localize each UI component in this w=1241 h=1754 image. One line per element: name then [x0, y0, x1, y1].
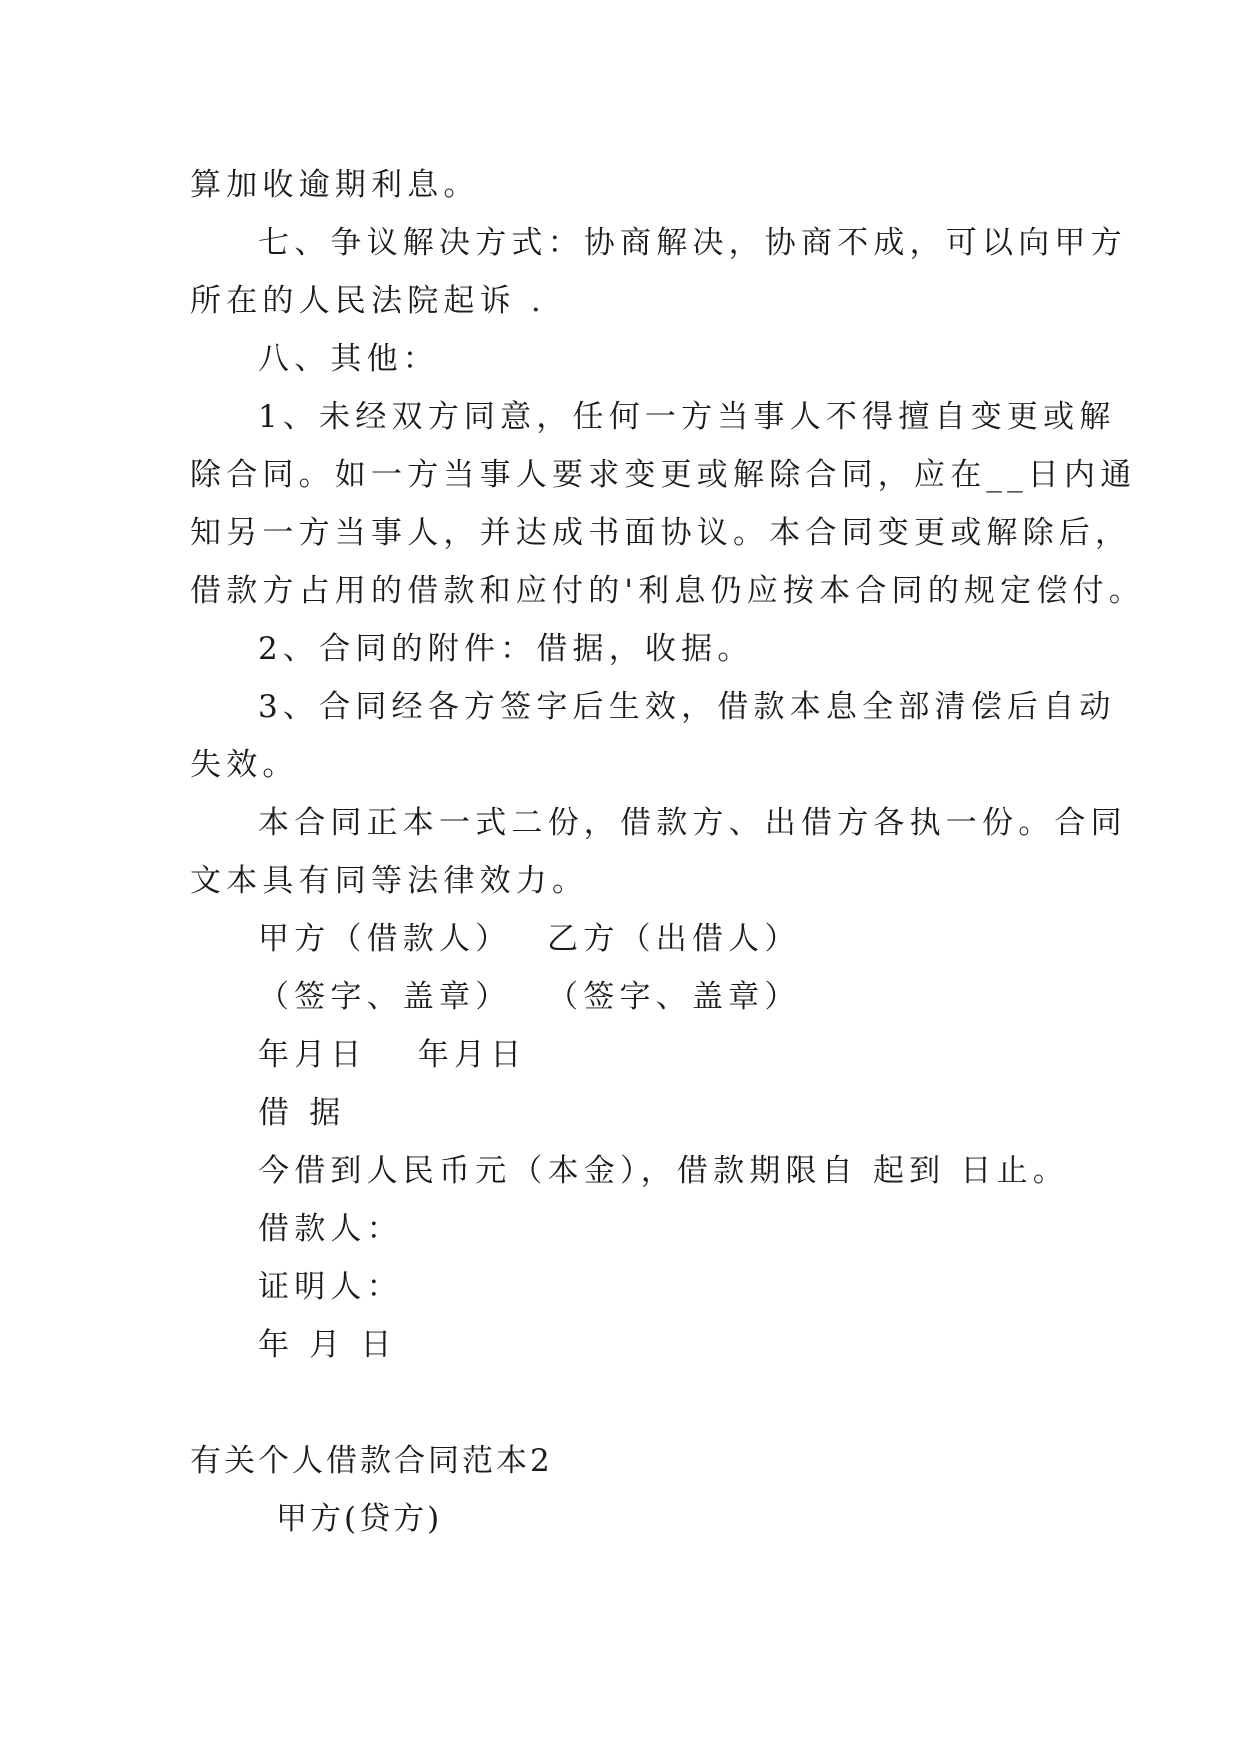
text-line: 七、争议解决方式：协商解决，协商不成，可以向甲方	[258, 225, 1127, 261]
signature-party-labels: 甲方（借款人） 乙方（出借人）	[258, 921, 801, 957]
text-line: 算加收逾期利息。	[190, 167, 480, 203]
text-line: 八、其他：	[258, 341, 439, 377]
text-line: 除合同。如一方当事人要求变更或解除合同，应在__日内通	[190, 457, 1137, 493]
text-line: 文本具有同等法律效力。	[190, 863, 589, 899]
text-line: 本合同正本一式二份，借款方、出借方各执一份。合同	[258, 805, 1127, 841]
witness-label: 证明人：	[258, 1269, 403, 1305]
text-line: 借款方占用的借款和应付的'利息仍应按本合同的规定偿付。	[190, 573, 1145, 609]
text-line: 1、未经双方同意，任何一方当事人不得擅自变更或解	[258, 399, 1116, 435]
text-line: 所在的人民法院起诉 .	[190, 283, 546, 319]
signature-date-labels: 年月日 年月日	[258, 1037, 527, 1073]
text-line: 3、合同经各方签字后生效，借款本息全部清偿后自动	[258, 689, 1116, 725]
signature-seal-labels: （签字、盖章） （签字、盖章）	[258, 979, 801, 1015]
text-line: 知另一方当事人，并达成书面协议。本合同变更或解除后，	[190, 515, 1132, 551]
text-line: 今借到人民币元（本金），借款期限自 起到 日止。	[258, 1153, 1070, 1189]
section-title: 有关个人借款合同范本2	[190, 1443, 553, 1479]
text-line: 2、合同的附件：借据，收据。	[258, 631, 754, 667]
borrower-label: 借款人：	[258, 1211, 403, 1247]
receipt-title: 借 据	[258, 1095, 346, 1131]
section-first-line: 甲方(贷方)	[276, 1501, 443, 1537]
receipt-date-label: 年 月 日	[258, 1327, 397, 1363]
text-line: 失效。	[190, 747, 299, 783]
